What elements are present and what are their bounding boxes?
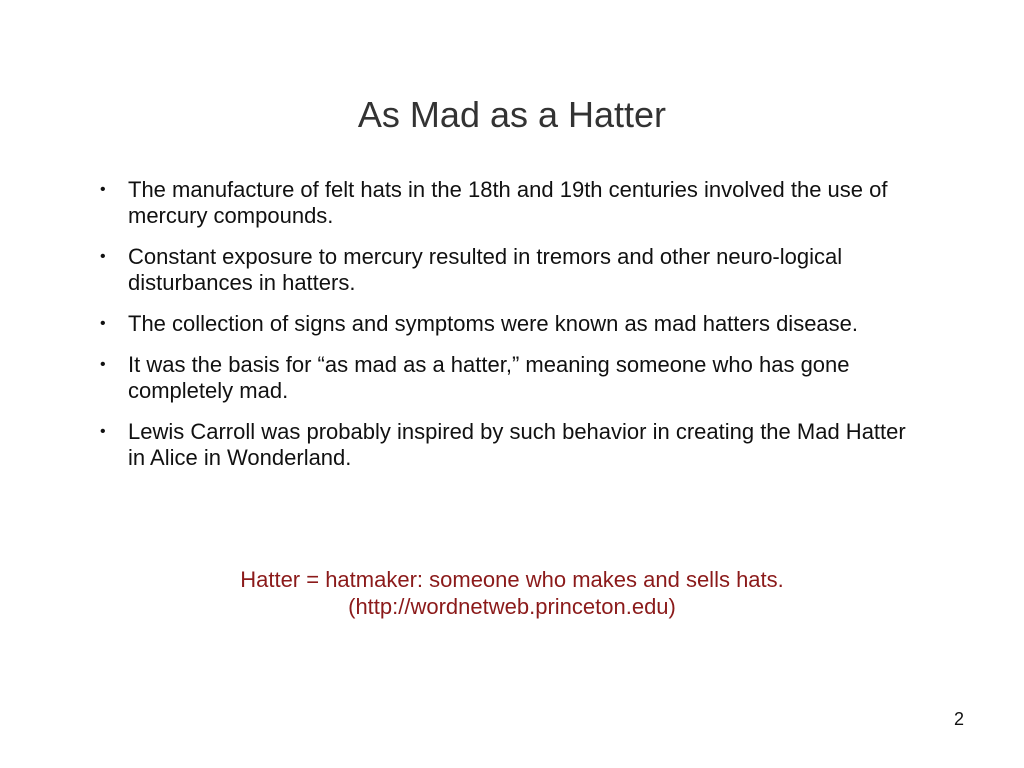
page-number: 2 <box>953 709 964 729</box>
source-citation: (http://wordnetweb.princeton.edu) <box>348 594 676 619</box>
bullet-text: It was the basis for “as mad as a hatter,” meaning someone who has gone completely mad. <box>128 352 850 403</box>
definition-footnote <box>0 566 1024 620</box>
bullet-text: Lewis Carroll was probably inspired by such behavior in creating the Mad Hatter in Alice in Wonderland. <box>128 419 906 470</box>
bullet-marker: • <box>100 181 106 198</box>
definition-text: Hatter = hatmaker: someone who makes and sells hats. <box>240 567 784 592</box>
slide-title: As Mad as a Hatter <box>357 94 667 135</box>
bullet-marker: • <box>100 315 106 332</box>
bullet-item <box>100 244 920 296</box>
bullet-item <box>100 419 920 471</box>
bullet-marker: • <box>100 356 106 373</box>
bullet-text: The collection of signs and symptoms were known as mad hatters disease. <box>128 311 859 336</box>
bullet-item <box>100 177 920 229</box>
bullet-item <box>100 311 920 337</box>
bullet-list <box>100 177 920 486</box>
bullet-text: Constant exposure to mercury resulted in tremors and other neuro-logical disturbances in hatters. <box>128 244 843 295</box>
bullet-text: The manufacture of felt hats in the 18th and 19th centuries involved the use of mercury compounds. <box>128 177 888 228</box>
bullet-item <box>100 352 920 404</box>
bullet-marker: • <box>100 248 106 265</box>
bullet-marker: • <box>100 423 106 440</box>
